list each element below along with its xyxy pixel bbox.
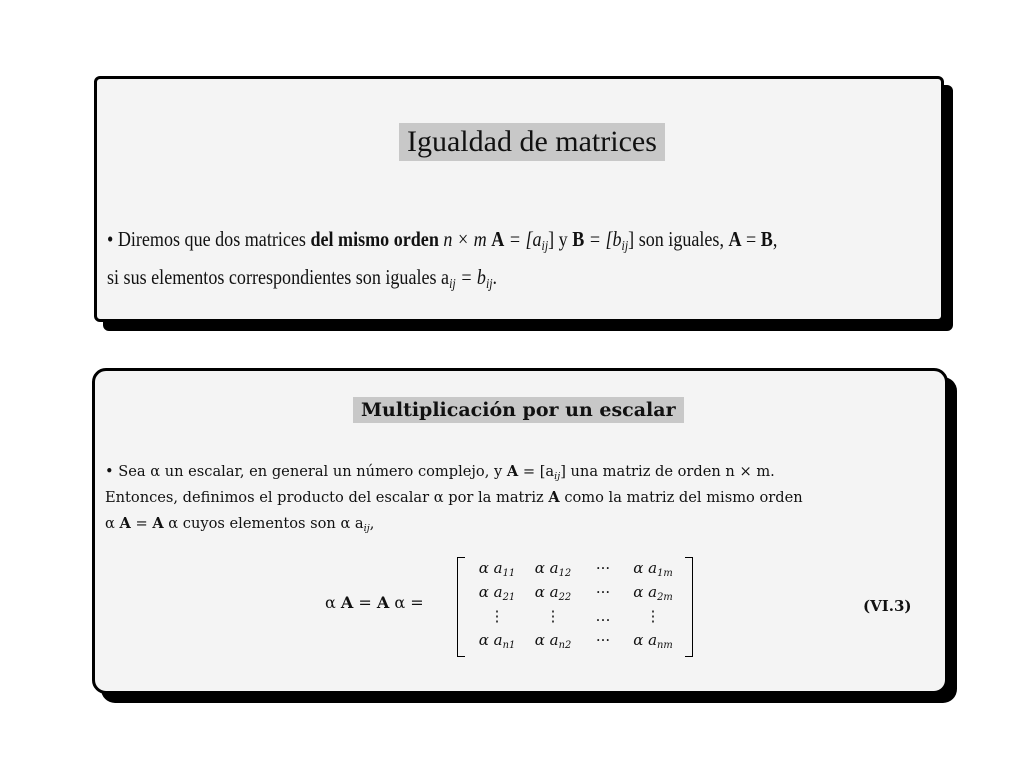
- matrix-cell: ···: [595, 631, 611, 649]
- matrix-right-bracket: [685, 557, 693, 657]
- matrix-cell: ···: [595, 583, 611, 601]
- scalar-multiplication-box: [92, 368, 948, 694]
- matrix-cell: α $a_{n1}$: [478, 631, 516, 651]
- matrix-cell: α $a_{22}$: [534, 583, 572, 603]
- matrix-cell: α $a_{11}$: [478, 559, 516, 579]
- matrix-cell: ⋮: [545, 607, 561, 625]
- matrix-cell: ···: [595, 559, 611, 577]
- matrix-cell: α $a_{nm}$: [633, 631, 673, 651]
- matrix-cell: α $a_{21}$: [478, 583, 516, 603]
- scalar-product-matrix: [457, 557, 693, 657]
- equality-definition-line-1: • Diremos que dos matrices del mismo orden n × m $A = [a_{ij}]$ y $B = [b_{ij}]$ son iguales, A = B,: [107, 227, 778, 254]
- matrix-cell: α $a_{2m}$: [633, 583, 673, 603]
- matrix-left-bracket: [457, 557, 465, 657]
- matrix-cell: ⋮: [645, 607, 661, 625]
- scalar-multiplication-title: Multiplicación por un escalar: [353, 397, 684, 423]
- equality-title: Igualdad de matrices: [399, 123, 665, 161]
- matrix-cell: …: [595, 607, 611, 625]
- matrix-cell: α $a_{n2}$: [534, 631, 572, 651]
- matrix-cells: [469, 559, 681, 655]
- equation-left-side: α A = A α =: [325, 593, 424, 612]
- scalar-definition-line-3: α A = A α cuyos elementos son α $a_{ij}$,: [105, 515, 375, 534]
- equality-definition-line-2: si sus elementos correspondientes son iguales $a_{ij} = b_{ij}$.: [107, 265, 498, 292]
- matrix-cell: α $a_{1m}$: [633, 559, 673, 579]
- scalar-definition-line-1: • Sea α un escalar, en general un número complejo, y $A = [a_{ij}]$ una matriz de orden n × m.: [105, 463, 775, 482]
- equality-box: [94, 76, 944, 322]
- matrix-cell: α $a_{12}$: [534, 559, 572, 579]
- equation-number: (VI.3): [863, 597, 912, 615]
- matrix-cell: ⋮: [489, 607, 505, 625]
- scalar-definition-line-2: Entonces, definimos el producto del escalar α por la matriz A como la matriz del mismo orden: [105, 489, 803, 506]
